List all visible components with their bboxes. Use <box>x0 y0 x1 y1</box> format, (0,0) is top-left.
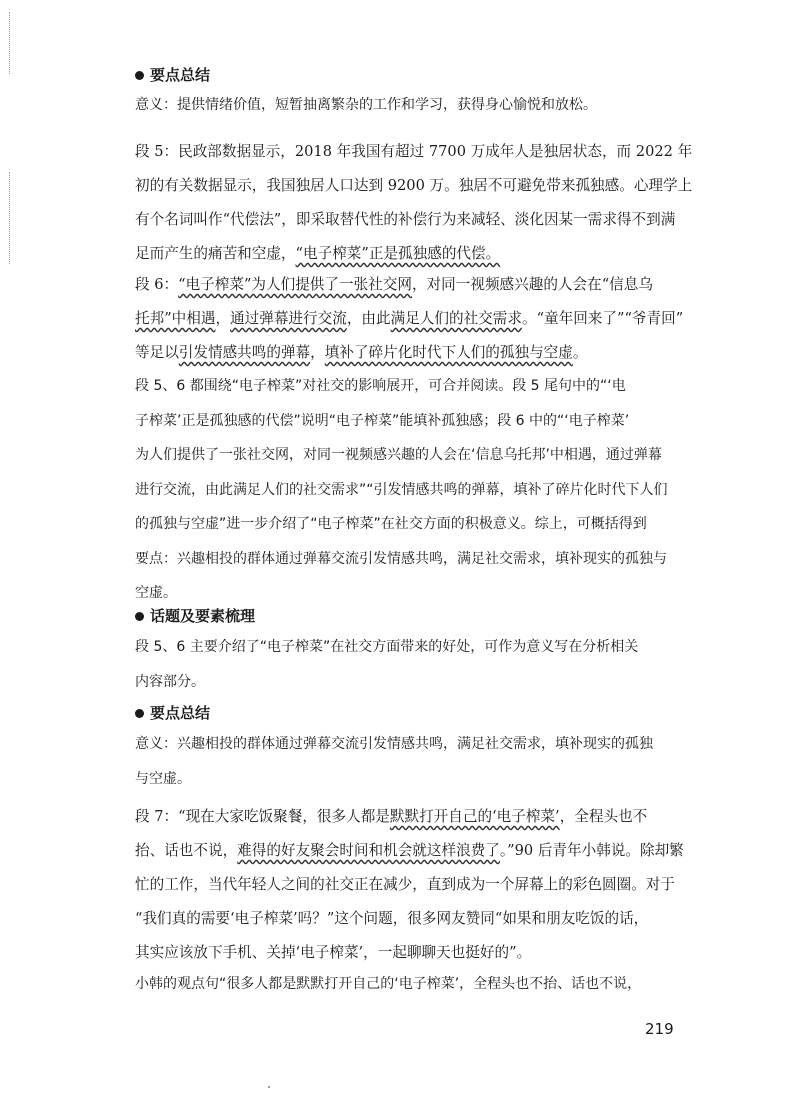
meaning-paragraph-1: 意义：提供情绪价值，短暂抽离繁杂的工作和学习，获得身心愉悦和放松。 <box>135 97 597 113</box>
binding-dots-middle <box>9 172 12 264</box>
quote-paragraph-7: 段 7：“现在大家吃饭聚餐，很多人都是默默打开自己的‘电子榨菜’，全程头也不 抬、话也不说，难得的好友聚会时间和机会就这样浪费了。”90 后青年小韩说。除却繁 忙的工作，当代年轻人之间的社交正在减少，直到成为一个屏幕上的彩色圆圈。对于 “我们真的需要‘电子榨菜’吗？”这个问题，很多网友赞同“如果和朋友吃饭的话， 其实应该放下手机、关掉‘电子榨菜’，一起聊聊天也挺好的”。 <box>135 808 684 961</box>
analysis-paragraph: 段 5、6 都围绕“电子榨菜”对社交的影响展开，可合并阅读。段 5 尾句中的“‘电 子榨菜’正是孤独感的代偿”说明“电子榨菜”能填补孤独感；段 6 中的“‘电子榨菜’ 为人们提供了一张社交网，对同一视频感兴趣的人会在‘信息乌托邦’中相遇，通过弹幕 进行交流，由此满足人们的社交需求”“引发情感共鸣的弹幕，填补了碎片化时代下人们 的孤独与空虚”进一步介绍了“电子榨菜”在社交方面的积极意义。综上，可概括得到 要点：兴趣相投的群体通过弹幕交流引发情感共鸣，满足社交需求，填补现实的孤独与 空虚。 <box>135 378 668 601</box>
underlined-phrase: “电子榨菜”为人们提供了一张社交网 <box>178 276 412 293</box>
meaning-paragraph-2: 意义：兴趣相投的群体通过弹幕交流引发情感共鸣，满足社交需求，填补现实的孤独 与空虚。 <box>135 736 653 787</box>
page-number: 219 <box>645 1020 674 1038</box>
quote-paragraph-5: 段 5：民政部数据显示，2018 年我国有超过 7700 万成年人是独居状态，而 2022 年 初的有关数据显示，我国独居人口达到 9200 万。独居不可避免带来孤独感。心理学上 有个名词叫作“代偿法”，即采取替代性的补偿行为来减轻、淡化因某一需求得不到满 足而产生的痛苦和空虚，“电子榨菜”正是孤独感的代偿。 <box>135 143 693 262</box>
bullet-icon <box>135 71 144 80</box>
underlined-key-sentence: “电子榨菜”正是孤独感的代偿。 <box>295 245 501 262</box>
underlined-phrase: 通过弹幕进行交流 <box>230 310 347 327</box>
underlined-phrase: 引发情感共鸣的弹幕 <box>178 344 311 361</box>
underlined-phrase: 难得的好友聚会时间和机会就这样浪费了 <box>237 842 500 859</box>
section-heading-topic-elements: 话题及要素梳理 <box>135 605 695 627</box>
binding-dots-top <box>9 12 12 74</box>
bullet-icon <box>135 612 144 621</box>
topic-paragraph: 段 5、6 主要介绍了“电子榨菜”在社交方面带来的好处，可作为意义写在分析相关 内容部分。 <box>135 639 639 690</box>
underlined-phrase: 默默打开自己的‘电子榨菜’ <box>389 808 560 825</box>
underlined-phrase: 满足人们的社交需求 <box>390 310 522 327</box>
bullet-icon <box>135 709 144 718</box>
quote-paragraph-6: 段 6：“电子榨菜”为人们提供了一张社交网，对同一视频感兴趣的人会在“信息乌 托邦”中相遇，通过弹幕进行交流，由此满足人们的社交需求。“童年回来了”“爷青回” 等足以引发情感共鸣的弹幕，填补了碎片化时代下人们的孤独与空虚。 <box>135 276 684 361</box>
scan-speck <box>268 1086 270 1088</box>
underlined-phrase: 填补了碎片化时代下人们的孤独与空虚 <box>324 344 573 361</box>
underlined-phrase: 托邦”中相遇 <box>135 310 216 327</box>
final-paragraph-start: 小韩的观点句“很多人都是默默打开自己的‘电子榨菜’，全程头也不抬、话也不说， <box>135 976 642 992</box>
section-heading-key-points-2: 要点总结 <box>135 702 695 724</box>
section-heading-key-points: 要点总结 <box>135 64 695 86</box>
